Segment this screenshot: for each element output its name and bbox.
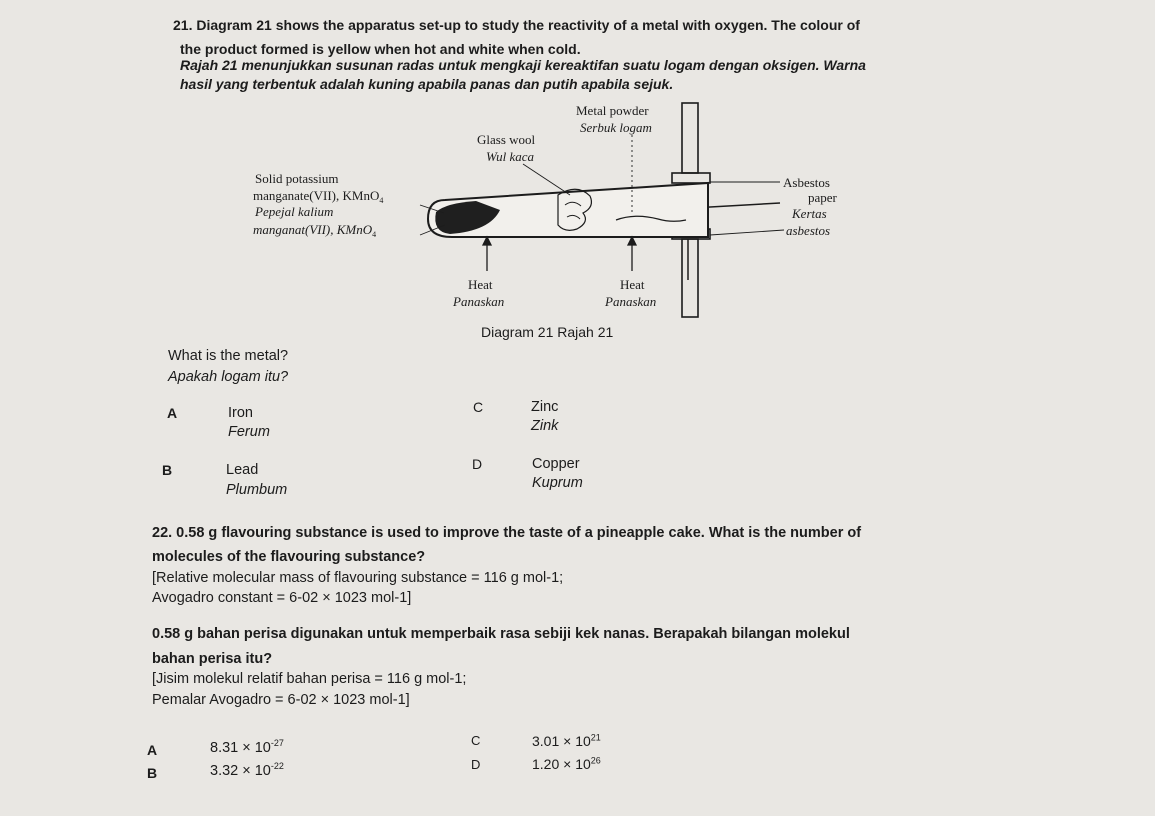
q21-option-a-letter[interactable]: A [167, 405, 178, 421]
boiling-tube [428, 183, 708, 237]
q22-option-b-value[interactable]: $3.32 \times 10^{-22}$ [210, 761, 284, 779]
q21-option-c-en[interactable]: Zinc [531, 399, 559, 415]
label-heat-1: Heat [468, 277, 493, 292]
q22-stem-ms-4: Pemalar Avogadro = 6-02 × 1023 mol-1] [152, 692, 410, 708]
label-kertas: Kertas [792, 206, 827, 221]
diagram-caption: Diagram 21 Rajah 21 [481, 324, 614, 340]
label-paper: paper [808, 190, 837, 205]
q21-stem-en-2: the product formed is yellow when hot and white when cold. [180, 41, 581, 57]
label-serbuk-logam: Serbuk logam [580, 120, 652, 135]
label-solid-potassium: Solid potassium [255, 171, 339, 186]
label-panaskan-1: Panaskan [453, 294, 505, 309]
q21-option-c-letter[interactable]: C [473, 399, 484, 415]
q21-option-d-letter[interactable]: D [472, 456, 483, 472]
label-metal-powder: Metal powder [576, 103, 649, 118]
heat-arrows [483, 237, 636, 271]
q21-option-b-letter[interactable]: B [162, 462, 173, 478]
label-panaskan-2: Panaskan [605, 294, 657, 309]
q22-stem-en-4: Avogadro constant = 6-02 × 1023 mol-1] [152, 590, 412, 606]
q21-option-d-ms: Kuprum [532, 475, 583, 491]
q22-option-c-value[interactable]: $3.01 \times 10^{21}$ [532, 732, 601, 749]
q22-option-a-letter[interactable]: A [147, 742, 158, 758]
q22-stem-ms-3: [Jisim molekul relatif bahan perisa = 116 g mol-1; [152, 671, 467, 687]
q22-option-a-value[interactable]: $8.31 \times 10^{-27}$ [210, 738, 284, 756]
apparatus-diagram [240, 95, 860, 350]
q22-stem-en-1: 22. 0.58 g flavouring substance is used to improve the taste of a pineapple cake. What is the number of [152, 525, 862, 541]
q22-stem-ms-2: bahan perisa itu? [152, 651, 273, 667]
q21-question-en: What is the metal? [168, 348, 289, 364]
label-heat-2: Heat [620, 277, 645, 292]
q22-stem-en-3: [Relative molecular mass of flavouring substance = 116 g mol-1; [152, 570, 564, 586]
q22-option-c-letter[interactable]: C [471, 733, 481, 748]
q21-option-a-ms: Ferum [228, 424, 270, 440]
q21-option-b-ms: Plumbum [226, 482, 288, 498]
label-asbestos: Asbestos [783, 175, 830, 190]
label-glass-wool: Glass wool [477, 132, 536, 147]
label-pepejal-kalium: Pepejal kalium [255, 204, 334, 219]
q21-option-c-ms: Zink [531, 418, 559, 434]
label-manganate-en: manganate(VII), KMnO$_4$ [253, 188, 384, 205]
q21-option-d-en[interactable]: Copper [532, 456, 580, 472]
q22-stem-en-2: molecules of the flavouring substance? [152, 549, 426, 565]
q22-stem-ms-1: 0.58 g bahan perisa digunakan untuk memperbaik rasa sebiji kek nanas. Berapakah bilangan molekul [152, 626, 850, 642]
q21-question-ms: Apakah logam itu? [168, 369, 289, 385]
label-asbestos-ms: asbestos [786, 223, 831, 238]
q21-option-b-en[interactable]: Lead [226, 462, 259, 478]
label-wul-kaca: Wul kaca [486, 149, 535, 164]
label-manganat-ms: manganat(VII), KMnO$_4$ [253, 222, 377, 239]
q21-stem-ms-2: hasil yang terbentuk adalah kuning apabila panas dan putih apabila sejuk. [180, 76, 674, 92]
q22-option-d-letter[interactable]: D [471, 757, 481, 772]
q21-stem-en-1: 21. Diagram 21 shows the apparatus set-up to study the reactivity of a metal with oxygen. The colour of [173, 17, 860, 33]
q21-stem-ms-1: Rajah 21 menunjukkan susunan radas untuk mengkaji kereaktifan suatu logam dengan oksigen. Warna [180, 57, 866, 73]
q22-option-b-letter[interactable]: B [147, 765, 158, 781]
q22-option-d-value[interactable]: $1.20 \times 10^{26}$ [532, 755, 601, 772]
q21-option-a-en[interactable]: Iron [228, 405, 253, 421]
